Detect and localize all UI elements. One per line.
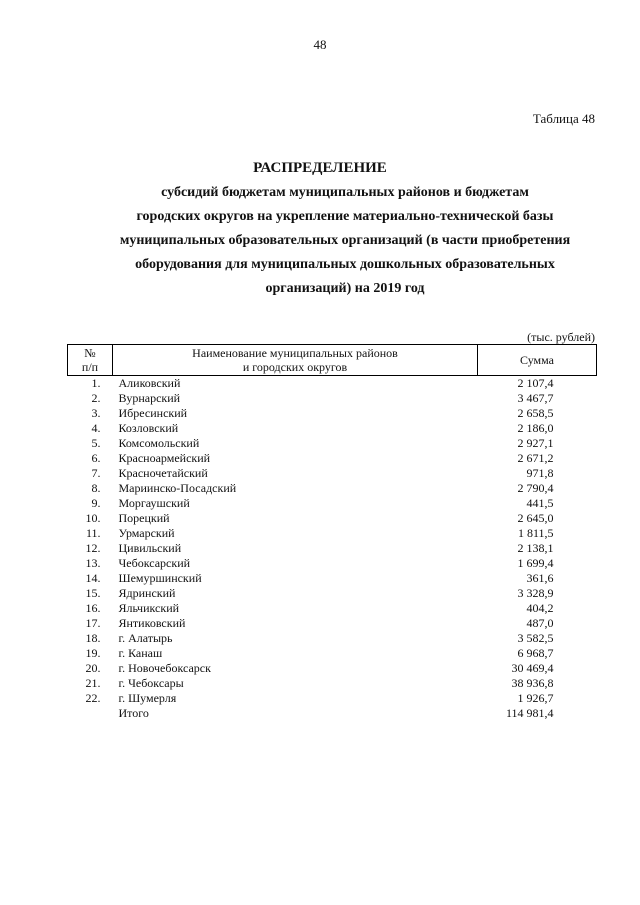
table-row xyxy=(68,451,597,466)
row-number: 8. xyxy=(91,481,101,495)
total-row xyxy=(68,706,597,721)
row-sum: 6 968,7 xyxy=(517,646,554,660)
row-name: г. Шумерля xyxy=(118,691,177,705)
row-sum: 2 658,5 xyxy=(517,406,554,420)
row-sum: 2 138,1 xyxy=(517,541,554,555)
row-number: 15. xyxy=(85,586,101,600)
row-name: Красноармейский xyxy=(118,451,211,465)
row-number: 12. xyxy=(85,541,101,555)
table-row xyxy=(68,601,597,616)
row-name: Мариинско-Посадский xyxy=(118,481,237,495)
row-name: Чебоксарский xyxy=(118,556,191,570)
table-label: Таблица 48 xyxy=(532,111,595,126)
row-number: 7. xyxy=(91,466,101,480)
table-header-row xyxy=(68,345,597,376)
table-row xyxy=(68,511,597,526)
row-number: 3. xyxy=(91,406,101,420)
row-name: Комсомольский xyxy=(118,436,200,450)
subsidy-table xyxy=(67,344,597,721)
row-name: Ибресинский xyxy=(118,406,188,420)
subtitle-line: субсидий бюджетам муниципальных районов и бюджетам xyxy=(161,185,529,200)
row-sum: 2 927,1 xyxy=(517,436,554,450)
row-number: 6. xyxy=(91,451,101,465)
row-name: Урмарский xyxy=(118,526,175,540)
row-sum: 3 328,9 xyxy=(517,586,554,600)
table-body xyxy=(68,376,597,722)
row-name: Итого xyxy=(118,706,149,720)
row-sum: 2 107,4 xyxy=(517,376,554,390)
table-row xyxy=(68,691,597,706)
row-sum: 3 467,7 xyxy=(517,391,554,405)
header-number-line1: № xyxy=(84,346,96,360)
row-number: 1. xyxy=(91,376,101,390)
row-sum: 441,5 xyxy=(526,496,554,510)
table-row xyxy=(68,436,597,451)
row-name: Цивильский xyxy=(118,541,182,555)
row-sum: 971,8 xyxy=(526,466,554,480)
row-number: 2. xyxy=(91,391,101,405)
table-row xyxy=(68,481,597,496)
subtitle-line: городских округов на укрепление материально-технической базы xyxy=(136,209,554,224)
units-label: (тыс. рублей) xyxy=(527,330,595,344)
row-sum: 487,0 xyxy=(526,616,554,630)
row-name: г. Новочебоксарск xyxy=(118,661,211,675)
table-row xyxy=(68,631,597,646)
row-sum: 1 926,7 xyxy=(517,691,554,705)
row-number: 14. xyxy=(85,571,101,585)
row-name: Козловский xyxy=(118,421,179,435)
row-number: 13. xyxy=(85,556,101,570)
table-row xyxy=(68,556,597,571)
row-number: 5. xyxy=(91,436,101,450)
row-sum: 3 582,5 xyxy=(517,631,554,645)
row-number: 11. xyxy=(85,526,101,540)
row-sum: 2 186,0 xyxy=(517,421,554,435)
table-row xyxy=(68,676,597,691)
row-name: Шемуршинский xyxy=(118,571,202,585)
table-row xyxy=(68,646,597,661)
row-sum: 361,6 xyxy=(526,571,554,585)
row-sum: 2 671,2 xyxy=(517,451,554,465)
table-row xyxy=(68,586,597,601)
header-number xyxy=(68,345,113,376)
row-sum: 30 469,4 xyxy=(511,661,554,675)
row-name: г. Чебоксары xyxy=(118,676,184,690)
row-name: Аликовский xyxy=(118,376,181,390)
row-number: 10. xyxy=(85,511,101,525)
row-name: Порецкий xyxy=(118,511,170,525)
row-number: 9. xyxy=(91,496,101,510)
row-name: Янтиковский xyxy=(118,616,186,630)
row-number: 22. xyxy=(85,691,101,705)
subtitle-line: оборудования для муниципальных дошкольных образовательных xyxy=(135,257,555,272)
header-name-line1: Наименование муниципальных районов xyxy=(192,346,398,360)
row-name: г. Алатырь xyxy=(118,631,173,645)
row-number: 20. xyxy=(85,661,101,675)
row-number xyxy=(68,706,113,721)
header-sum: Сумма xyxy=(478,345,597,376)
row-sum: 2 645,0 xyxy=(517,511,554,525)
document-title: РАСПРЕДЕЛЕНИЕ xyxy=(253,160,387,176)
page-number: 48 xyxy=(313,37,327,52)
table-row xyxy=(68,391,597,406)
document-subtitle xyxy=(90,181,600,301)
table-row xyxy=(68,541,597,556)
row-number: 17. xyxy=(85,616,101,630)
row-number: 16. xyxy=(85,601,101,615)
row-number: 18. xyxy=(85,631,101,645)
row-number: 4. xyxy=(91,421,101,435)
subtitle-line: организаций) на 2019 год xyxy=(265,281,425,296)
row-sum: 404,2 xyxy=(526,601,554,615)
table-row xyxy=(68,661,597,676)
row-number: 19. xyxy=(85,646,101,660)
table-row xyxy=(68,406,597,421)
subtitle-line: муниципальных образовательных организаций (в части приобретения xyxy=(119,233,571,248)
table-row xyxy=(68,496,597,511)
table-row xyxy=(68,571,597,586)
table-row xyxy=(68,526,597,541)
table-row xyxy=(68,376,597,392)
row-sum: 2 790,4 xyxy=(517,481,554,495)
row-name: Моргаушский xyxy=(118,496,190,510)
row-sum: 1 811,5 xyxy=(517,526,554,540)
row-name: Вурнарский xyxy=(118,391,181,405)
table-row xyxy=(68,466,597,481)
header-number-line2: п/п xyxy=(81,360,99,374)
row-name: Красночетайский xyxy=(118,466,208,480)
table-row xyxy=(68,616,597,631)
header-name-line2: и городских округов xyxy=(242,360,348,374)
row-name: г. Канаш xyxy=(118,646,163,660)
row-name: Ядринский xyxy=(118,586,176,600)
header-name xyxy=(113,345,478,376)
row-number: 21. xyxy=(85,676,101,690)
table-row xyxy=(68,421,597,436)
row-sum: 38 936,8 xyxy=(511,676,554,690)
row-sum: 114 981,4 xyxy=(505,706,554,720)
row-sum: 1 699,4 xyxy=(517,556,554,570)
row-name: Яльчикский xyxy=(118,601,180,615)
